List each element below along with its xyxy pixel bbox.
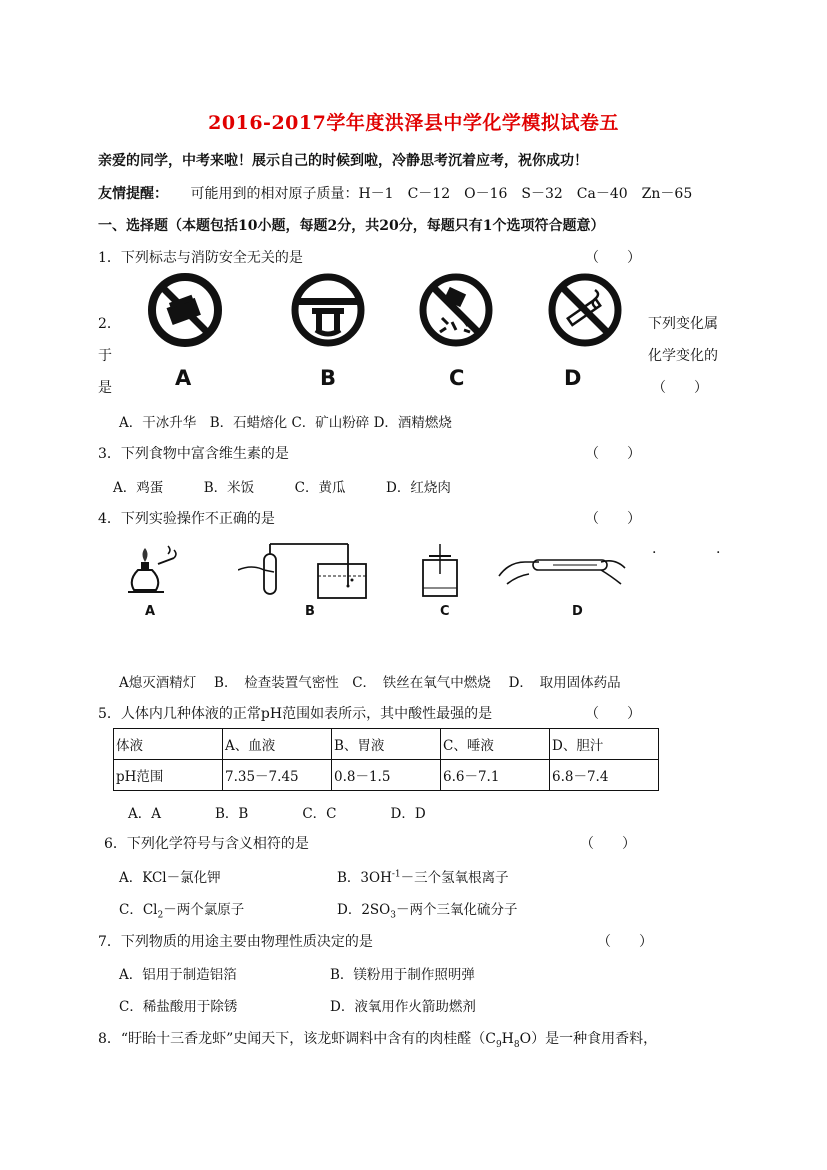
q6-option-b: B．$3OH^{-1}-$三个氢氧根离子: [337, 869, 509, 886]
q2-options: A．干冰升华 B．石蜡熔化 C．矿山粉碎 D．酒精燃烧: [119, 415, 452, 431]
q8-stem: 8．“盱眙十三香龙虾”史闻天下，该龙虾调料中含有的肉桂醛$(C_9H_8O)$是一种食用香料，: [98, 1031, 658, 1050]
q7-option-d: D．液氧用作火箭助燃剂: [330, 999, 476, 1015]
q2-right-2: 化学变化的: [648, 348, 718, 364]
table-cell: 体液: [114, 729, 223, 760]
q2-left-2: 于: [98, 348, 112, 364]
q4-label-c: C: [440, 604, 450, 619]
table-row: [114, 729, 659, 760]
q4-dot-2: .: [716, 541, 721, 557]
q4-label-b: B: [305, 604, 315, 619]
tip-line: [98, 183, 692, 203]
q1-label-c: C: [449, 366, 465, 390]
iron-wire-combustion-icon: [415, 540, 465, 602]
q2-right-1: 下列变化属: [648, 316, 718, 332]
table-cell: 7.35－7.45: [223, 760, 332, 791]
table-row: [114, 760, 659, 791]
table-cell: pH范围: [114, 760, 223, 791]
table-cell: A、血液: [223, 729, 332, 760]
q3-answer-paren: （ ）: [585, 446, 641, 462]
q7-option-b: B．镁粉用于制作照明弹: [330, 967, 475, 983]
q4-answer-paren: （ ）: [585, 511, 641, 527]
q6-option-d: D．$2SO_3-$两个三氧化硫分子: [337, 902, 518, 921]
q1-label-d: D: [564, 366, 582, 390]
q4-dot-1: .: [652, 541, 657, 557]
q2-answer-paren: （ ）: [652, 380, 708, 396]
table-cell: D、胆汁: [550, 729, 659, 760]
q1-label-a: A: [175, 366, 192, 390]
q1-label-b: B: [320, 366, 337, 390]
q5-stem: 5．人体内几种体液的正常pH范围如表所示，其中酸性最强的是: [98, 706, 493, 722]
ph-table: [113, 728, 659, 791]
no-fireworks-sign-icon: [147, 272, 223, 348]
table-cell: 0.8－1.5: [332, 760, 441, 791]
airtightness-check-icon: [238, 540, 378, 602]
water-saving-sign-icon: [290, 272, 366, 348]
q3-stem: 3．下列食物中富含维生素的是: [98, 446, 289, 462]
table-cell: C、唾液: [441, 729, 550, 760]
q6-option-a: A．KCl－氯化钾: [119, 870, 221, 886]
q4-options: A熄灭酒精灯 B． 检查装置气密性 C． 铁丝在氧气中燃烧 D． 取用固体药品: [119, 675, 621, 691]
solid-reagent-icon: [497, 540, 627, 592]
q6-answer-paren: （ ）: [580, 836, 636, 852]
q7-option-c: C．稀盐酸用于除锈: [119, 999, 238, 1015]
page-title: 2016-2017学年度洪泽县中学化学模拟试卷五: [208, 112, 619, 134]
q1-answer-paren: （ ）: [585, 250, 641, 266]
q7-option-a: A．铝用于制造铝箔: [119, 967, 237, 983]
q6-stem: 6．下列化学符号与含义相符的是: [104, 836, 309, 852]
q5-options: A．A B．B C．C D．D: [128, 806, 426, 822]
section-heading: 一、选择题（本题包括10小题，每题2分，共20分，每题只有1个选项符合题意）: [98, 218, 605, 234]
no-smoking-sign-icon: [547, 272, 623, 348]
greeting: 亲爱的同学，中考来啦！展示自己的时候到啦，冷静思考沉着应考，祝你成功！: [98, 153, 588, 169]
q3-options: A．鸡蛋 B．米饭 C．黄瓜 D．红烧肉: [113, 480, 451, 496]
q7-stem: 7．下列物质的用途主要由物理性质决定的是: [98, 934, 373, 950]
table-cell: B、胃液: [332, 729, 441, 760]
table-cell: 6.6－7.1: [441, 760, 550, 791]
alcohol-lamp-icon: [122, 540, 192, 598]
no-firecrackers-sign-icon: [418, 272, 494, 348]
q6-option-c: C．$Cl_2-$两个氯原子: [119, 902, 245, 921]
q4-label-d: D: [572, 604, 583, 619]
q2-left-3: 是: [98, 380, 112, 396]
q7-answer-paren: （ ）: [597, 934, 653, 950]
q1-stem: 1．下列标志与消防安全无关的是: [98, 250, 303, 266]
tip-label: 友情提醒：: [98, 186, 168, 202]
table-cell: 6.8－7.4: [550, 760, 659, 791]
q4-label-a: A: [145, 604, 156, 619]
q4-stem: 4．下列实验操作不正确的是: [98, 511, 275, 527]
q5-answer-paren: （ ）: [585, 706, 641, 722]
tip-text: 可能用到的相对原子质量：H－1 C－12 O－16 S－32 Ca－40 Zn－65: [190, 186, 693, 202]
q2-number: 2．: [98, 316, 121, 332]
